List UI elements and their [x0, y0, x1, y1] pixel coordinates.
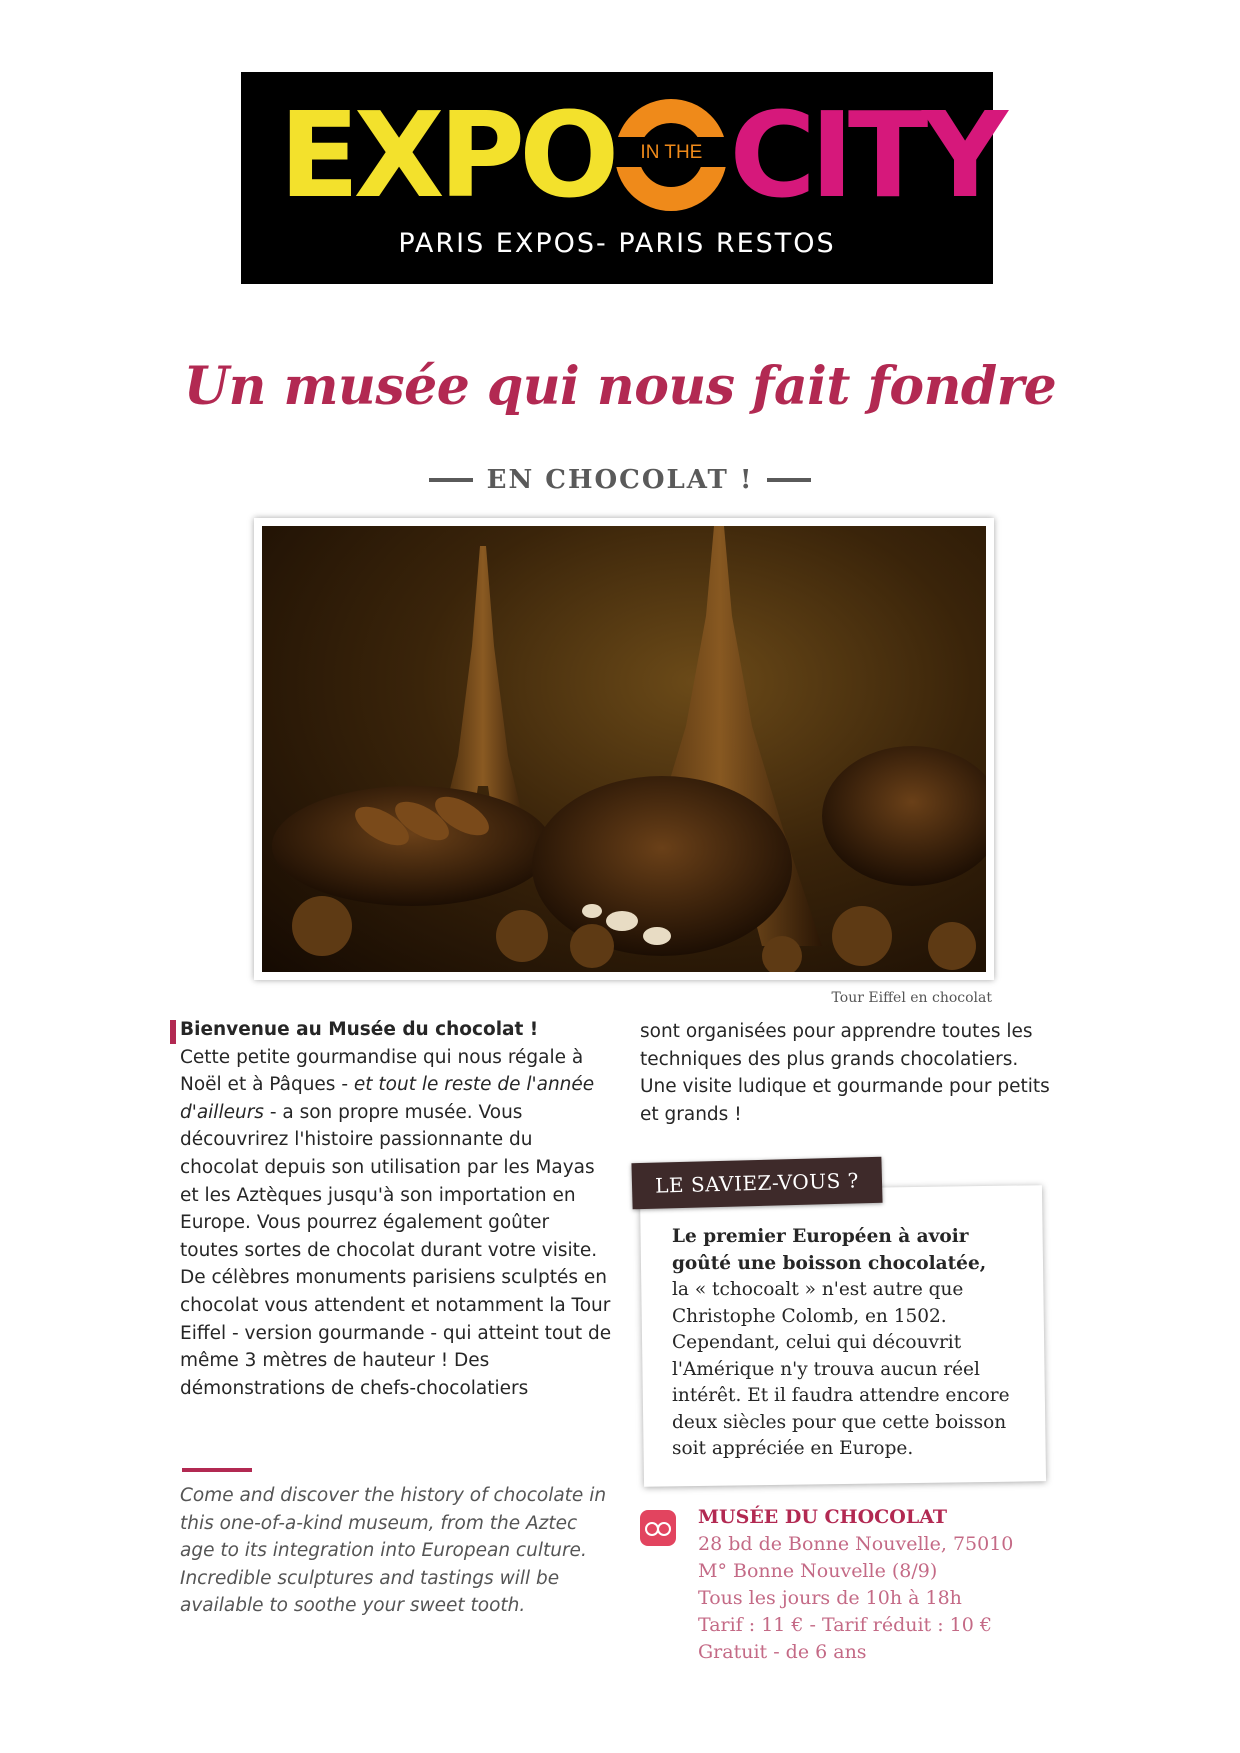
- museum-info: [698, 1504, 1098, 1666]
- article-headline: Un musée qui nous fait fondre: [183, 356, 1057, 417]
- logo-banner: [241, 72, 1002, 284]
- logo-city: CITY: [729, 86, 1002, 224]
- subhead-text: EN CHOCOLAT !: [486, 465, 754, 495]
- article-body-right: sont organisées pour apprendre toutes les techniques des plus grands chocolatiers. Une visite ludique et gourmande pour petits et grands !: [640, 1021, 1050, 1125]
- logo-in-the: IN THE: [615, 137, 727, 167]
- english-summary: Come and discover the history of chocolate in this one-of-a-kind museum, from the Aztec age to its integration into European culture. Incredible sculptures and tastings will be available to soothe your sweet tooth.: [180, 1485, 607, 1617]
- logo-tagline: PARIS EXPOS- PARIS RESTOS: [398, 228, 836, 259]
- body-part-1: Cette petite gourmandise qui nous régale à Noël et à Pâques -: [180, 1046, 584, 1096]
- museum-prices: Tarif : 11 € - Tarif réduit : 10 €: [698, 1614, 992, 1636]
- article-lead: Bienvenue au Musée du chocolat !: [180, 1019, 539, 1040]
- body-italic: et tout le reste de l'année d'ailleurs: [180, 1074, 595, 1123]
- museum-hours: Tous les jours de 10h à 18h: [698, 1587, 962, 1609]
- logo-o-ring-icon: [615, 99, 727, 211]
- logo-wordmark: [279, 86, 1002, 224]
- photo-caption: Tour Eiffel en chocolat: [831, 990, 992, 1006]
- museum-metro: M° Bonne Nouvelle (8/9): [698, 1560, 938, 1582]
- did-you-know-text: [672, 1224, 1032, 1463]
- did-you-know-intro: Le premier Européen à avoir goûté une boisson chocolatée,: [672, 1226, 987, 1274]
- museum-address: 28 bd de Bonne Nouvelle, 75010: [698, 1533, 1014, 1555]
- chocolate-eiffel-photo: [262, 526, 986, 972]
- did-you-know-tab: LE SAVIEZ-VOUS ?: [631, 1157, 882, 1210]
- photo-frame: [254, 518, 994, 980]
- subhead-dash-right: [767, 478, 811, 482]
- museum-name: MUSÉE DU CHOCOLAT: [698, 1506, 948, 1528]
- lead-accent-bar: [170, 1020, 176, 1044]
- subhead-dash-left: [429, 478, 473, 482]
- article-subhead: [370, 460, 870, 500]
- museum-info-icon: [640, 1510, 676, 1546]
- logo-expo: EXPO: [279, 86, 614, 224]
- article-body-left: [180, 1016, 612, 1402]
- english-divider: [182, 1468, 252, 1472]
- museum-free: Gratuit - de 6 ans: [698, 1641, 867, 1663]
- did-you-know-body: la « tchocoalt » n'est autre que Christophe Colomb, en 1502. Cependant, celui qui découvrit l'Amérique n'y trouva aucun réel intérêt. Et il faudra attendre encore deux siècles pour que cette boisson soit appréciée en Europe.: [672, 1279, 1010, 1459]
- body-part-2: - a son propre musée. Vous découvrirez l'histoire passionnante du chocolat depuis son utilisation par les Mayas et les Aztèques jusqu'à son importation en Europe. Vous pourrez également goûter toutes sortes de chocolat durant votre visite. De célèbres monuments parisiens sculptés en chocolat vous attendent et notamment la Tour Eiffel - version gourmande - qui atteint tout de même 3 mètres de hauteur ! Des démonstrations de chefs-chocolatiers: [180, 1101, 612, 1399]
